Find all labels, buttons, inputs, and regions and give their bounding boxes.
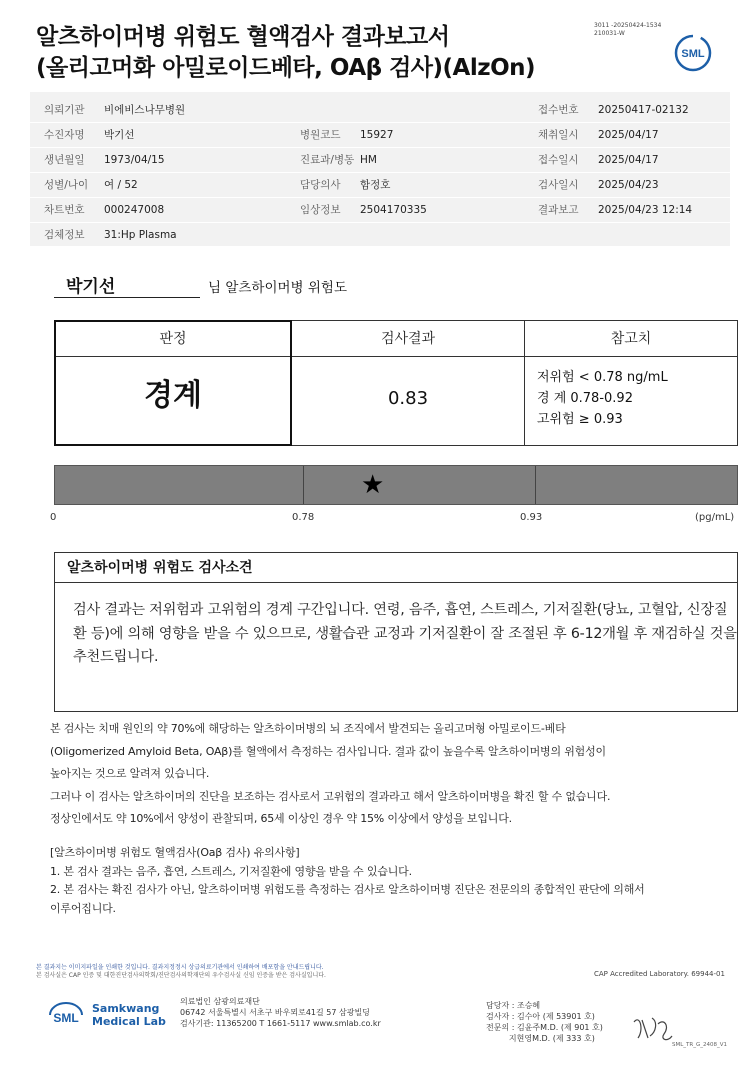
value-patient-name: 박기선 xyxy=(104,129,135,141)
info-row xyxy=(30,98,730,123)
patient-info-table xyxy=(30,92,730,246)
description-line: 높아지는 것으로 알려져 있습니다. xyxy=(50,767,210,780)
description-line: 본 검사는 치매 원인의 약 70%에 해당하는 알츠하이머병의 뇌 조직에서 발견되는 올리고머형 아밀로이드-베타 xyxy=(50,722,566,735)
value-doctor: 함정호 xyxy=(360,179,391,191)
label-report-date: 결과보고 xyxy=(538,204,579,216)
precaution-item: 1. 본 검사 결과는 음주, 흡연, 스트레스, 기저질환에 영향을 받을 수 있습니다. xyxy=(50,864,412,878)
staff-specialist: 전문의 : 김윤주M.D. (제 901 호) xyxy=(486,1023,603,1032)
patient-risk-label: 님 알츠하이머병 위험도 xyxy=(208,280,347,296)
form-code: SML_TR_G_2408_V1 xyxy=(672,1042,728,1048)
result-marker-star-icon: ★ xyxy=(361,470,385,500)
label-patient-name: 수진자명 xyxy=(44,129,85,141)
value-test-date: 2025/04/23 xyxy=(598,179,659,191)
label-specimen-info: 검체정보 xyxy=(44,229,85,241)
label-sex-age: 성별/나이 xyxy=(44,179,89,191)
description-line: 정상인에서도 약 10%에서 양성이 관찰되며, 65세 이상인 경우 약 15% 이상에서 양성을 보입니다. xyxy=(50,812,512,825)
scale-unit: (pg/mL) xyxy=(695,512,735,523)
footer-notice xyxy=(36,964,326,980)
opinion-text: 검사 결과는 저위험과 고위험의 경계 구간입니다. 연령, 음주, 흡연, 스트레스, 기저질환(당뇨, 고혈압, 신장질환 등)에 의해 영향을 받을 수 있으므로, 생활습관 교정과 기저질환이 잘 조절된 후 6-12개월 후 재검하실 것을 추천드립니다. xyxy=(73,602,737,665)
label-test-date: 검사일시 xyxy=(538,179,579,191)
value-clinical-info: 2504170335 xyxy=(360,204,427,216)
samkwang-name xyxy=(92,1002,166,1028)
value-specimen-info: 31:Hp Plasma xyxy=(104,229,177,241)
scale-tick-high: 0.93 xyxy=(520,512,543,523)
value-collection-date: 2025/04/17 xyxy=(598,129,659,141)
info-row xyxy=(30,123,730,148)
precaution-item: 이루어집니다. xyxy=(50,901,116,915)
reference-high-risk: 고위험 ≥ 0.93 xyxy=(537,412,623,427)
header-judgement: 판정 xyxy=(55,321,291,357)
result-value: 0.83 xyxy=(387,388,429,409)
footer-notice-line1: 본 결과지는 이미지파일을 인쇄한 것입니다. 결과지정정시 상급의료기관에서 인쇄하여 배포함을 안내드립니다. xyxy=(36,964,324,971)
label-receipt-date: 접수일시 xyxy=(538,154,579,166)
opinion-title: 알츠하이머병 위험도 검사소견 xyxy=(55,553,737,583)
precaution-title: [알츠하이머병 위험도 혈액검사(Oaβ 검사) 유의사항] xyxy=(50,846,300,859)
report-title xyxy=(36,22,535,84)
value-sex-age: 여 / 52 xyxy=(104,179,138,191)
label-birth-date: 생년월일 xyxy=(44,154,85,166)
organization-address: 06742 서울특별시 서초구 바우뫼로41길 57 삼광빌딩 xyxy=(180,1008,370,1017)
label-collection-date: 채취일시 xyxy=(538,129,579,141)
value-hospital-code: 15927 xyxy=(360,129,394,141)
info-row xyxy=(30,198,730,223)
scale-divider-low xyxy=(303,466,304,504)
test-description xyxy=(50,718,740,831)
result-table xyxy=(54,320,738,446)
scale-tick-low: 0.78 xyxy=(292,512,315,523)
info-row xyxy=(30,148,730,173)
organization-name: 의료법인 삼광의료재단 xyxy=(180,997,260,1006)
reference-low-risk: 저위험 < 0.78 ng/mL xyxy=(537,370,668,385)
report-title-line2: (올리고머화 아밀로이드베타, OAβ 검사)(AlzOn) xyxy=(36,55,536,81)
value-department: HM xyxy=(360,154,377,166)
info-row xyxy=(30,173,730,198)
samkwang-name-line1: Samkwang xyxy=(92,1002,160,1015)
sml-logo-icon xyxy=(674,34,712,72)
document-code xyxy=(594,22,661,38)
risk-scale-bar xyxy=(54,465,738,505)
signature-icon xyxy=(628,1008,676,1048)
label-hospital-code: 병원코드 xyxy=(300,129,341,141)
result-value-cell xyxy=(291,357,524,445)
document-code-line1: 3011 -20250424-1534 xyxy=(594,22,662,29)
value-birth-date: 1973/04/15 xyxy=(104,154,165,166)
sml-logo-text: SML xyxy=(681,48,705,60)
reference-borderline: 경 계 0.78-0.92 xyxy=(537,391,633,406)
value-receipt-date: 2025/04/17 xyxy=(598,154,659,166)
value-receipt-number: 20250417-02132 xyxy=(598,104,689,116)
judgement-value: 경계 xyxy=(144,378,202,413)
samkwang-logo-icon xyxy=(44,1002,88,1028)
label-clinical-info: 임상정보 xyxy=(300,204,341,216)
scale-tick-0: 0 xyxy=(50,512,57,523)
footer-notice-line2: 본 검사실은 CAP 인증 및 대한진단검사의학회/진단검사의학재단의 우수검사실 신임 인증을 받은 검사실입니다. xyxy=(36,972,326,979)
staff-tester: 검사자 : 김수아 (제 53901 호) xyxy=(486,1012,595,1021)
label-requesting-institution: 의뢰기관 xyxy=(44,104,85,116)
staff-specialist-2: 지현영M.D. (제 333 호) xyxy=(486,1034,595,1043)
precaution-item: 2. 본 검사는 확진 검사가 아닌, 알츠하이머병 위험도를 측정하는 검사로 알츠하이머병 진단은 전문의의 종합적인 판단에 의해서 xyxy=(50,883,645,896)
staff-manager: 담당자 : 조승혜 xyxy=(486,1001,541,1010)
samkwang-name-line2: Medical Lab xyxy=(92,1015,166,1028)
report-title-line1: 알츠하이머병 위험도 혈액검사 결과보고서 xyxy=(36,24,450,50)
patient-name-underline xyxy=(54,297,200,298)
info-row xyxy=(30,223,730,248)
description-line: (Oligomerized Amyloid Beta, OAβ)를 혈액에서 측정하는 검사입니다. 결과 값이 높을수록 알츠하이머병의 위험성이 xyxy=(50,744,606,758)
scale-divider-high xyxy=(535,466,536,504)
label-department: 진료과/병동 xyxy=(300,154,355,166)
reference-cell xyxy=(524,357,737,445)
organization-info xyxy=(180,996,381,1029)
label-chart-number: 차트번호 xyxy=(44,204,85,216)
value-requesting-institution: 비에비스나무병원 xyxy=(104,104,186,116)
cap-accreditation: CAP Accredited Laboratory. 69944-01 xyxy=(594,970,725,978)
value-chart-number: 000247008 xyxy=(104,204,165,216)
staff-info xyxy=(486,1000,603,1044)
header-reference: 참고치 xyxy=(524,321,737,357)
opinion-box xyxy=(54,552,738,712)
organization-contact: 검사기관: 11365200 T 1661-5117 www.smlab.co.kr xyxy=(180,1019,381,1028)
samkwang-logo-text: SML xyxy=(53,1011,79,1025)
value-report-date: 2025/04/23 12:14 xyxy=(598,204,693,216)
judgement-box xyxy=(54,320,292,446)
document-code-line2: 210031-W xyxy=(594,30,625,37)
header-test-result: 검사결과 xyxy=(291,321,524,357)
precautions xyxy=(50,844,740,918)
description-line: 그러나 이 검사는 알츠하이머의 진단을 보조하는 검사로서 고위험의 결과라고 해서 알츠하이머병을 확진 할 수 없습니다. xyxy=(50,789,611,803)
patient-name-heading: 박기선 xyxy=(66,277,116,297)
label-receipt-number: 접수번호 xyxy=(538,104,579,116)
label-doctor: 담당의사 xyxy=(300,179,341,191)
